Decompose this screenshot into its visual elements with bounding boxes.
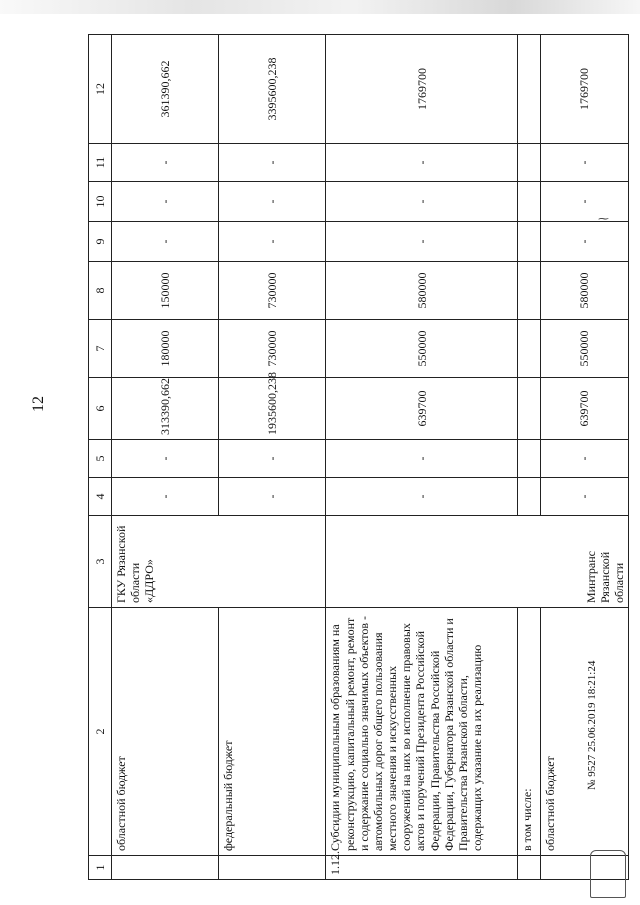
header-cell: 3 xyxy=(89,516,112,608)
cell-value: 550000 xyxy=(540,320,628,378)
row-description: в том числе: xyxy=(517,608,540,856)
header-cell: 11 xyxy=(89,144,112,182)
cell-value: - xyxy=(326,144,518,182)
cell-total xyxy=(517,35,540,144)
cell-value: - xyxy=(326,478,518,516)
cell-value: - xyxy=(112,182,219,222)
scan-edge xyxy=(0,0,640,14)
cell-value xyxy=(517,320,540,378)
cell-value xyxy=(517,440,540,478)
cell-value: - xyxy=(112,440,219,478)
cell-value: - xyxy=(219,478,326,516)
header-cell: 6 xyxy=(89,378,112,440)
budget-table xyxy=(88,34,629,880)
registration-stamp: № 9527 25.06.2019 18:21:24 xyxy=(586,660,598,790)
table-row xyxy=(219,35,326,880)
cell-value xyxy=(517,478,540,516)
pen-mark: ⁓ xyxy=(598,213,609,225)
cell-value: 580000 xyxy=(326,262,518,320)
cell-value: 639700 xyxy=(326,378,518,440)
cell-value: 150000 xyxy=(112,262,219,320)
cell-value: - xyxy=(219,182,326,222)
cell-total: 1769700 xyxy=(540,35,628,144)
header-cell: 9 xyxy=(89,222,112,262)
row-description: Субсидии муниципальным образованиям на реконструкцию, капитальный ремонт, ремонт и содержание социально значимых объектов - автомобильных дорог общего пользования местного значения и искусственных сооружений на них во исполнение правовых актов и поручений Президента Российской Федерации, Правительства Российской Федерации, Губернатора Рязанской области и Правительства Рязанской области, содержащих указание на их реализацию xyxy=(326,608,518,856)
page-number: 12 xyxy=(30,396,47,412)
cell-total: 3395600,238 xyxy=(219,35,326,144)
table-header-row xyxy=(89,35,112,880)
row-executor: ГКУ Рязанской области «ДДРО» xyxy=(112,516,326,608)
row-description: федеральный бюджет xyxy=(219,608,326,856)
cell-value xyxy=(517,182,540,222)
cell-value: - xyxy=(540,440,628,478)
budget-table-rotated xyxy=(88,35,629,880)
table-row xyxy=(112,35,219,880)
table-row xyxy=(326,35,518,880)
cell-value xyxy=(517,262,540,320)
seal-icon xyxy=(590,850,626,898)
header-cell: 10 xyxy=(89,182,112,222)
header-cell: 4 xyxy=(89,478,112,516)
cell-value: - xyxy=(540,478,628,516)
cell-value: - xyxy=(540,182,628,222)
header-cell: 5 xyxy=(89,440,112,478)
row-number xyxy=(112,856,219,880)
header-cell: 7 xyxy=(89,320,112,378)
cell-value: - xyxy=(112,478,219,516)
header-cell: 1 xyxy=(89,856,112,880)
row-executor: Минтранс Рязанской области xyxy=(326,516,629,608)
cell-value: - xyxy=(112,222,219,262)
cell-value: 730000 xyxy=(219,320,326,378)
table-row xyxy=(517,35,540,880)
cell-value: - xyxy=(326,440,518,478)
cell-total: 361390,662 xyxy=(112,35,219,144)
row-description: областной бюджет xyxy=(112,608,219,856)
cell-value: - xyxy=(112,144,219,182)
row-description: областной бюджет xyxy=(540,608,628,856)
cell-value xyxy=(517,378,540,440)
cell-value: 730000 xyxy=(219,262,326,320)
cell-value: - xyxy=(219,144,326,182)
table-row xyxy=(540,35,628,880)
cell-value: - xyxy=(540,144,628,182)
cell-value xyxy=(517,222,540,262)
cell-value: 550000 xyxy=(326,320,518,378)
cell-value: - xyxy=(326,222,518,262)
cell-value: - xyxy=(326,182,518,222)
cell-value: 639700 xyxy=(540,378,628,440)
cell-value xyxy=(517,144,540,182)
cell-value: 580000 xyxy=(540,262,628,320)
cell-value: - xyxy=(219,440,326,478)
header-cell: 12 xyxy=(89,35,112,144)
row-number xyxy=(219,856,326,880)
cell-value: 313390,662 xyxy=(112,378,219,440)
cell-total: 1769700 xyxy=(326,35,518,144)
cell-value: 180000 xyxy=(112,320,219,378)
row-number xyxy=(517,856,540,880)
header-cell: 8 xyxy=(89,262,112,320)
cell-value: - xyxy=(219,222,326,262)
cell-value: - xyxy=(540,222,628,262)
header-cell: 2 xyxy=(89,608,112,856)
cell-value: 1935600,238 xyxy=(219,378,326,440)
row-number: 1.12. xyxy=(326,856,518,880)
